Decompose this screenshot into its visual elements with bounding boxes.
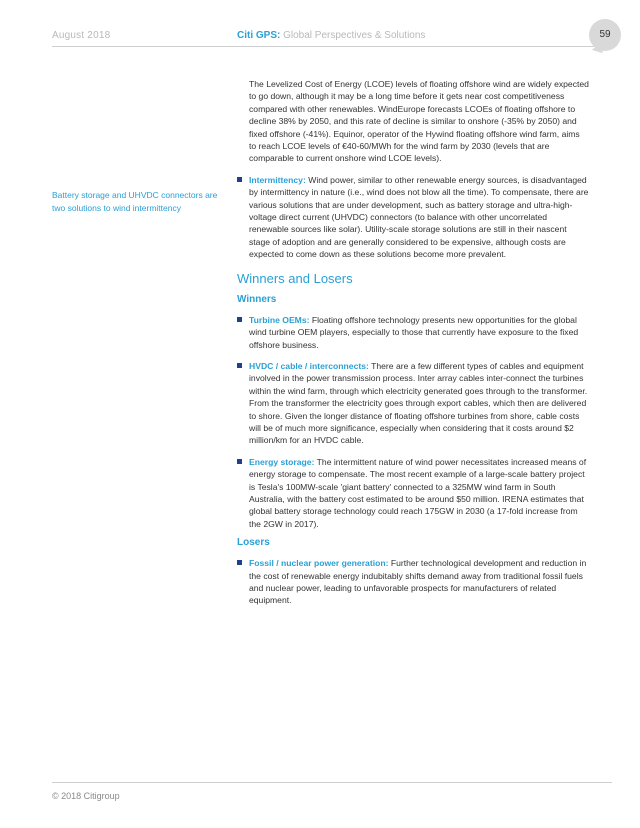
bullet-lead: HVDC / cable / interconnects: [249, 360, 369, 371]
bullet-lead: Fossil / nuclear power generation: [249, 558, 389, 569]
bullet-marker [237, 317, 242, 322]
bullet-marker [237, 459, 242, 464]
footer-copyright: © 2018 Citigroup [52, 791, 120, 801]
header-rule [52, 46, 612, 47]
bullet-hvdc-cable [237, 360, 589, 447]
section-title: Winners and Losers [237, 270, 353, 286]
bullet-fossil-nuclear [237, 557, 589, 607]
bullet-lead: Energy storage: [249, 456, 315, 467]
bullet-text: There are a few different types of cables and equipment involved in the power transmission process. Inter array cables inter-connect the turbines within the wind farm, through which electricity generated goes through to the transformer. From the transformer the electricity goes through export cables, which then are delivered to shore. Given the longer distance of floating offshore turbines from shore, cable costs will be of much more significance, especially when considering that it costs around $2 million/km for an HVDC cable. [249, 360, 588, 446]
bullet-energy-storage [237, 456, 589, 530]
header-date: August 2018 [52, 30, 111, 41]
bullet-intermittency [237, 174, 589, 261]
bullet-text: The intermittent nature of wind power necessitates increased means of energy storage to compensate. The most recent example of a large-scale battery project is Tesla's 100MW-scale 'giant battery' connected to a 325MW wind farm in South Australia, with the battery cost estimated to be around $50 million. IRENA estimates that global battery storage technology could reach 175GW in 2030 (a 17-fold increase from the 2GW in 2017). [249, 456, 587, 529]
winners-heading: Winners [237, 293, 277, 305]
header-title-text: Global Perspectives & Solutions [280, 30, 426, 41]
intro-paragraph: The Levelized Cost of Energy (LCOE) levels of floating offshore wind are widely expected to go down, although it may be a long time before it gets near cost competitiveness compared with other renewables. WindEurope forecasts LCOEs of floating offshore to decline 38% by 2050, and this rate of decline is similar to onshore (-35% by 2050) and fixed offshore (-41%). Equinor, operator of the Hywind floating offshore wind farm, aims to reach LCOE levels of €40-60/MWh for the wind farm by 2030 (levels that are comparable to current onshore wind LCOE levels). [249, 79, 589, 164]
header-title [237, 30, 425, 41]
main-content [237, 78, 589, 607]
footer-rule [52, 782, 612, 783]
losers-heading: Losers [237, 537, 270, 549]
bullet-marker [237, 560, 242, 565]
bullet-turbine-oems [237, 314, 589, 351]
bullet-lead: Intermittency: [249, 174, 306, 185]
sidenote: Battery storage and UHVDC connectors are two solutions to wind intermittency [52, 190, 218, 213]
bullet-text: Further technological development and reduction in the cost of renewable energy indubitably shifts demand away from traditional fossil fuels and nuclear power, leading to unfavorable prospects for manufacturers of related equipment. [249, 558, 587, 606]
bullet-lead: Turbine OEMs: [249, 314, 310, 325]
bullet-marker [237, 177, 242, 182]
header-brand: Citi GPS: [237, 30, 281, 41]
bullet-text: Wind power, similar to other renewable energy sources, is disadvantaged by intermittency in nature (i.e., wind does not blow all the time). To compensate, there are various solutions that are under development, such as battery storage and ultra-high-voltage direct current (UHVDC) connectors (to balance with other uncorrelated renewable sources like solar). Utility-scale storage solutions are still in their nascent stage of adoption and are generally considered to be expensive, although costs are expected to come down as these solutions become more prevalent. [249, 174, 589, 260]
page-number-badge: 59 [589, 19, 621, 51]
bullet-text: Floating offshore technology presents new opportunities for the global wind turbine OEM players, especially to those that currently have exposure to the fixed offshore business. [249, 314, 579, 350]
bullet-marker [237, 363, 242, 368]
